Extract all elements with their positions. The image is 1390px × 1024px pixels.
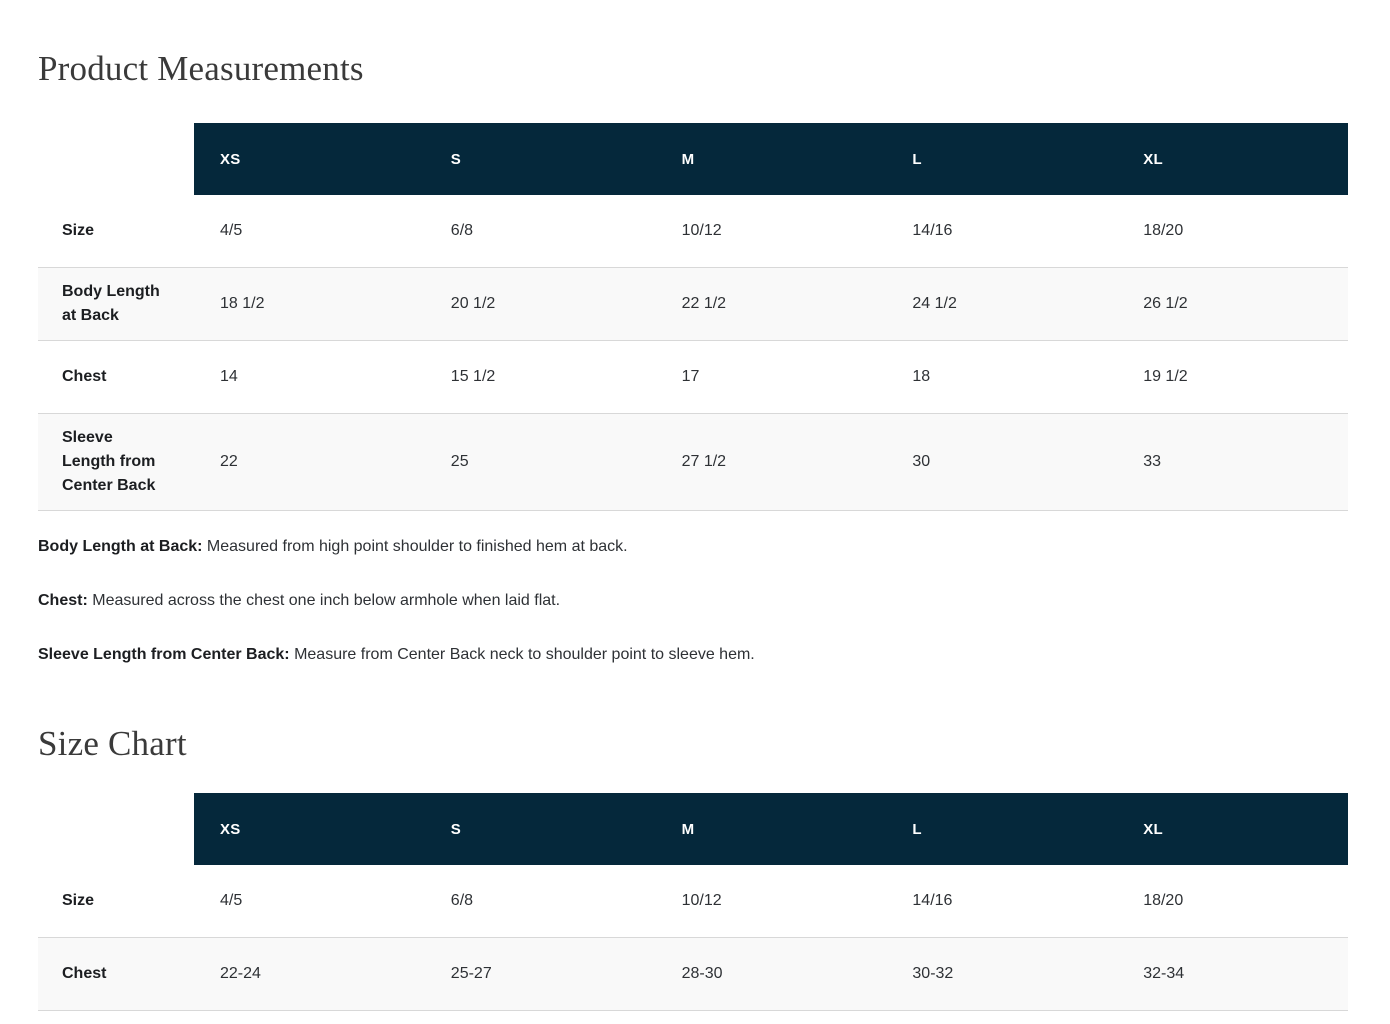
column-header-xl: XL <box>1117 123 1348 195</box>
note-chest <box>38 589 1348 613</box>
product-measurements-table <box>38 123 1348 511</box>
table-cell: 20 1/2 <box>450 295 496 312</box>
size-chart-title: Size Chart <box>38 724 187 763</box>
table-header-row <box>38 793 1348 865</box>
table-cell: 18/20 <box>1143 892 1184 909</box>
column-header-l: L <box>886 123 1117 195</box>
product-measurements-title: Product Measurements <box>38 49 364 88</box>
table-cell: 22 <box>220 453 238 470</box>
table-cell: 6/8 <box>450 222 474 239</box>
row-label: Chest <box>62 965 107 982</box>
table-cell: 24 1/2 <box>912 295 957 312</box>
table-cell: 33 <box>1143 453 1161 470</box>
table-cell: 30-32 <box>912 965 954 982</box>
table-cell: 6/8 <box>450 892 474 909</box>
column-header-m: M <box>656 793 887 865</box>
table-cell: 18 <box>912 368 931 385</box>
table-cell: 14/16 <box>912 222 953 239</box>
row-label: Sleeve Length from Center Back <box>62 429 156 494</box>
size-chart-table <box>38 793 1348 1011</box>
table-cell: 10/12 <box>681 222 722 239</box>
table-cell: 25-27 <box>450 965 492 982</box>
table-cell: 10/12 <box>681 892 722 909</box>
table-cell: 25 <box>450 453 469 470</box>
table-cell: 4/5 <box>220 892 243 909</box>
note-description: Measure from Center Back neck to shoulder point to sleeve hem. <box>294 646 755 663</box>
table-cell: 15 1/2 <box>450 368 496 385</box>
table-cell: 4/5 <box>220 222 243 239</box>
table-header-row <box>38 123 1348 195</box>
column-header-xs: XS <box>194 793 425 865</box>
table-cell: 18 1/2 <box>220 295 265 312</box>
table-row-size <box>38 195 1348 268</box>
measurement-notes <box>38 535 1348 667</box>
note-description: Measured across the chest one inch below armhole when laid flat. <box>92 592 561 609</box>
table-cell: 32-34 <box>1143 965 1185 982</box>
table-cell: 14 <box>220 368 238 385</box>
table-cell: 14/16 <box>912 892 953 909</box>
table-row-chest <box>38 938 1348 1011</box>
table-cell: 22 1/2 <box>681 295 727 312</box>
table-row-sleeve-length <box>38 414 1348 511</box>
table-cell: 18/20 <box>1143 222 1184 239</box>
table-cell: 30 <box>912 453 931 470</box>
column-header-s: S <box>425 793 656 865</box>
header-corner-cell <box>38 123 194 195</box>
row-label: Chest <box>62 368 107 385</box>
note-sleeve-length <box>38 643 1348 667</box>
table-row-size <box>38 865 1348 938</box>
column-header-xl: XL <box>1117 793 1348 865</box>
table-cell: 26 1/2 <box>1143 295 1188 312</box>
table-row-chest <box>38 341 1348 414</box>
column-header-xs: XS <box>194 123 425 195</box>
table-cell: 19 1/2 <box>1143 368 1188 385</box>
note-term: Chest: <box>38 592 88 609</box>
note-description: Measured from high point shoulder to finished hem at back. <box>206 538 628 555</box>
table-cell: 27 1/2 <box>681 453 727 470</box>
note-term: Body Length at Back: <box>38 538 203 555</box>
column-header-m: M <box>656 123 887 195</box>
table-cell: 22-24 <box>220 965 261 982</box>
table-cell: 17 <box>681 368 700 385</box>
note-body-length <box>38 535 1348 559</box>
header-corner-cell <box>38 793 194 865</box>
row-label: Body Length at Back <box>62 283 160 324</box>
note-term: Sleeve Length from Center Back: <box>38 646 290 663</box>
column-header-s: S <box>425 123 656 195</box>
column-header-l: L <box>886 793 1117 865</box>
table-cell: 28-30 <box>681 965 723 982</box>
row-label: Size <box>62 222 95 239</box>
table-row-body-length <box>38 268 1348 341</box>
row-label: Size <box>62 892 95 909</box>
